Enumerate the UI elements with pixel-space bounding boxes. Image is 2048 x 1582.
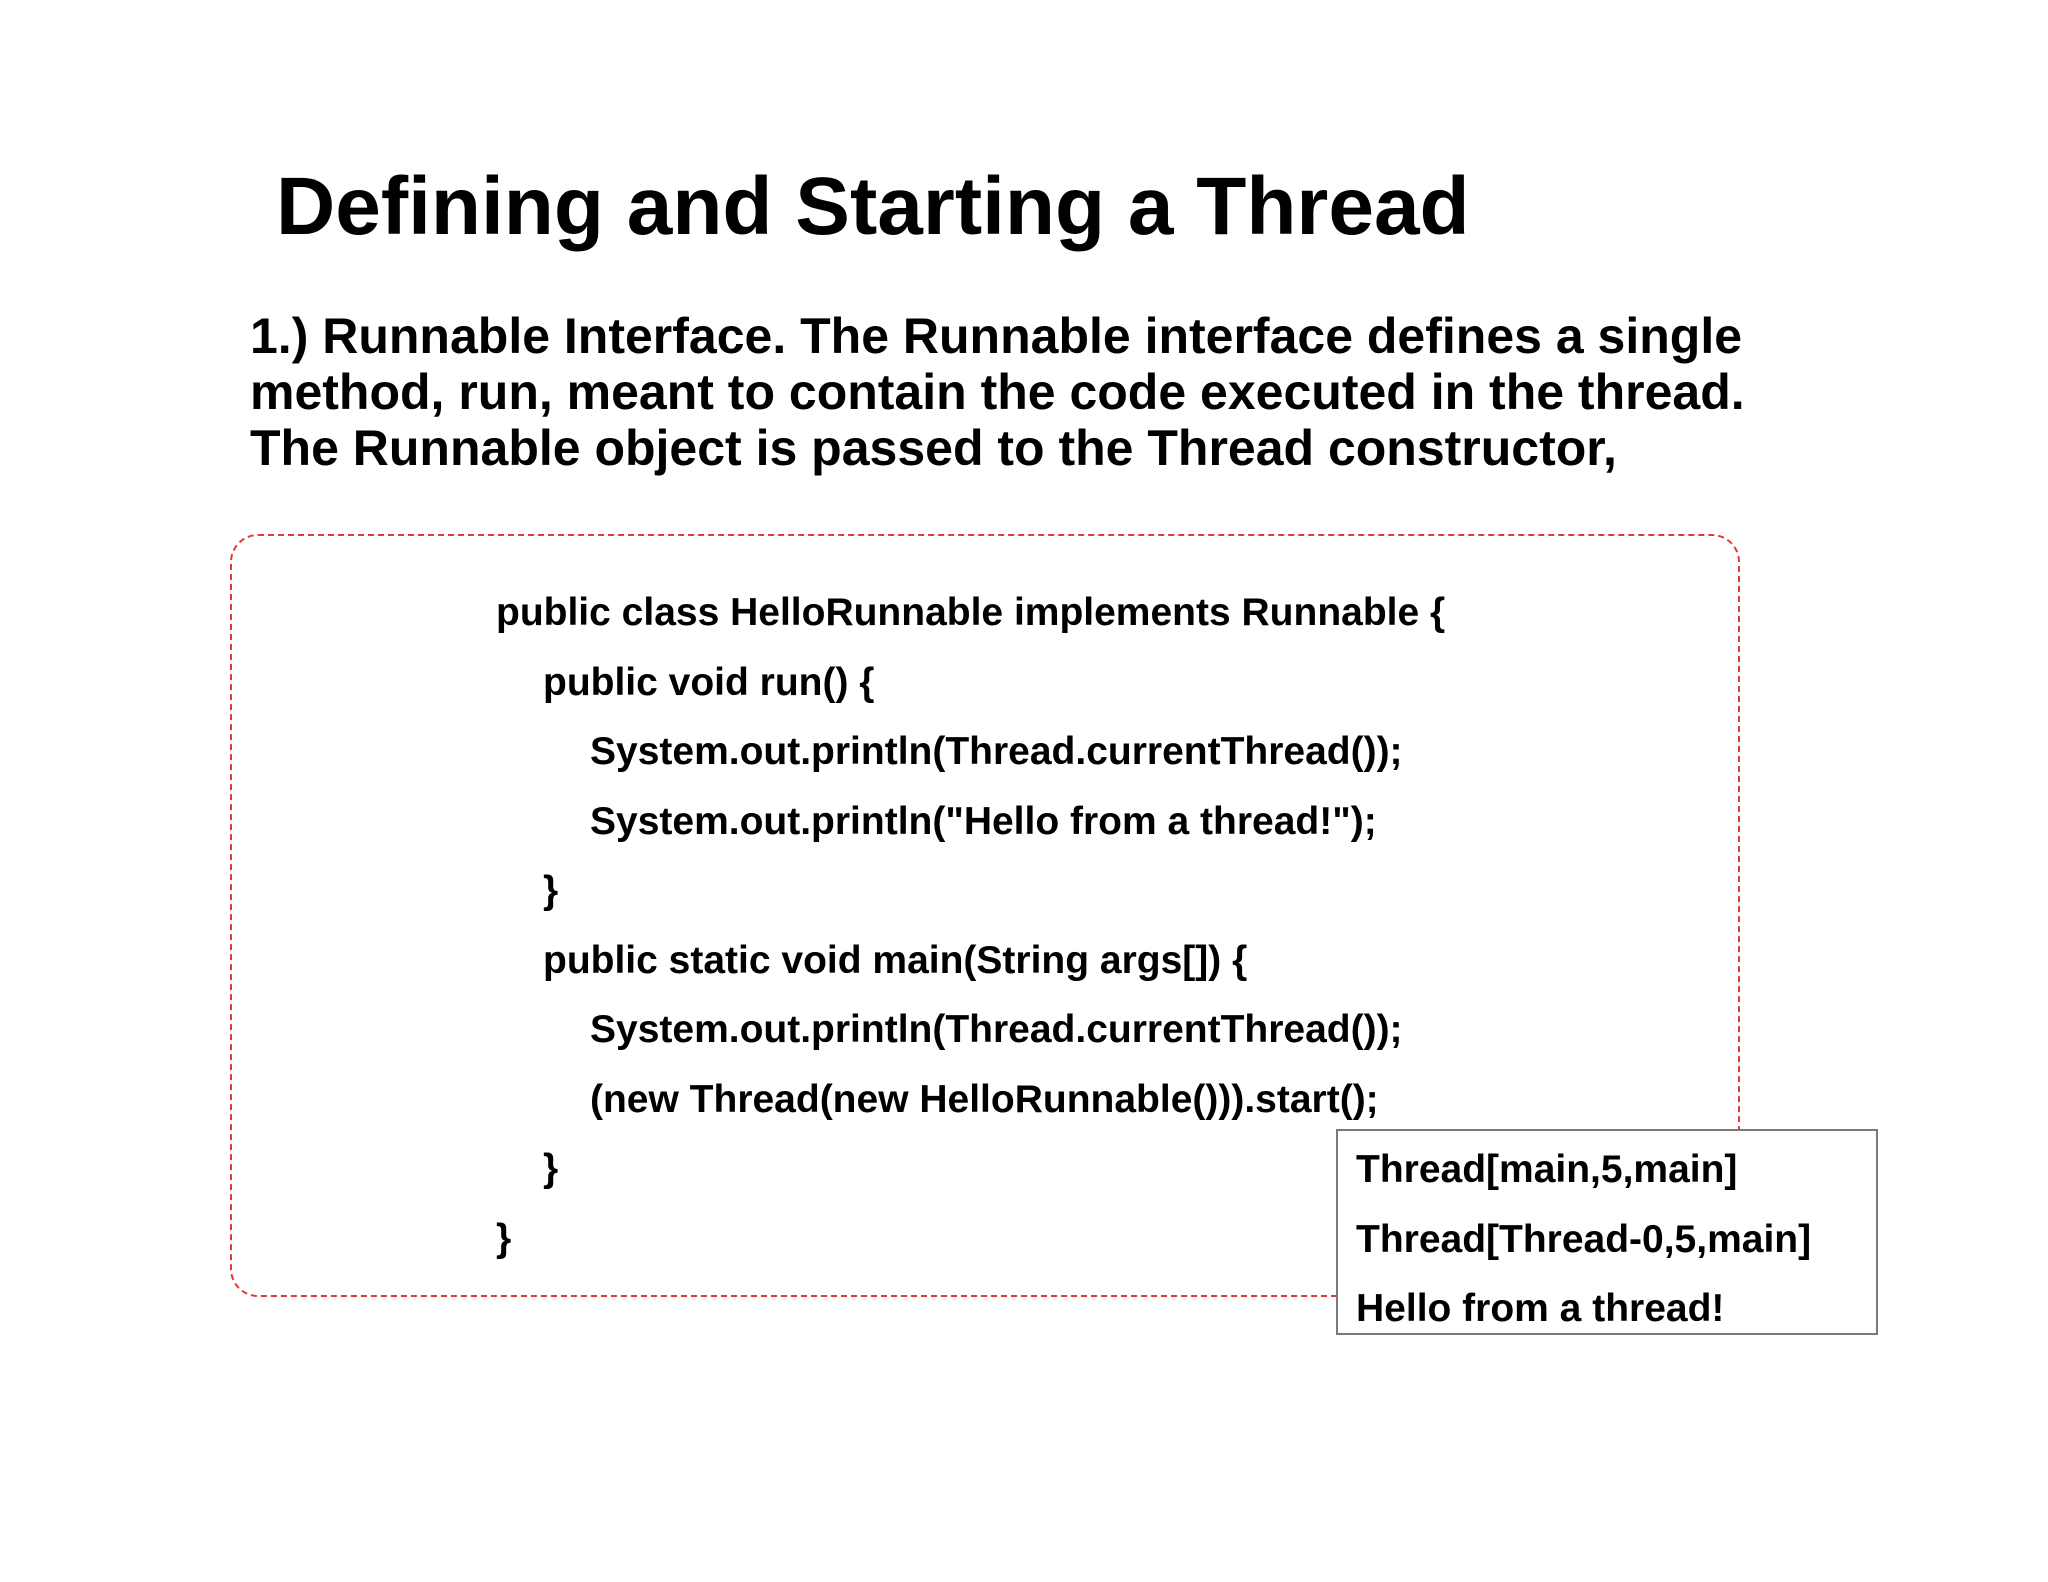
code-line-close-brace: } — [543, 869, 559, 912]
code-line-close-brace: } — [496, 1216, 512, 1260]
output-line: Hello from a thread! — [1356, 1287, 1725, 1330]
code-line-close-brace: } — [543, 1147, 559, 1190]
code-line-run-method: public void run() { — [543, 660, 875, 704]
code-block — [496, 578, 1445, 1273]
code-line-print-current-thread: System.out.println(Thread.currentThread()); — [590, 730, 1403, 773]
code-line-start-thread: (new Thread(new HelloRunnable())).start(); — [590, 1077, 1379, 1121]
intro-line: method, run, meant to contain the code executed in the thread. — [250, 364, 1745, 420]
slide-title: Defining and Starting a Thread — [276, 161, 1470, 252]
intro-line: The Runnable object is passed to the Thread constructor, — [250, 420, 1617, 476]
console-output-box — [1336, 1129, 1878, 1335]
intro-line: 1.) Runnable Interface. The Runnable interface defines a single — [250, 308, 1743, 364]
code-line-print-current-thread: System.out.println(Thread.currentThread()); — [590, 1008, 1403, 1051]
code-line-main-method: public static void main(String args[]) { — [543, 938, 1248, 982]
code-line-class-declaration: public class HelloRunnable implements Runnable { — [496, 591, 1446, 634]
output-line: Thread[Thread-0,5,main] — [1356, 1217, 1812, 1261]
code-line-print-hello: System.out.println("Hello from a thread!"); — [590, 799, 1377, 843]
intro-paragraph — [250, 308, 1950, 476]
output-line: Thread[main,5,main] — [1356, 1148, 1738, 1191]
